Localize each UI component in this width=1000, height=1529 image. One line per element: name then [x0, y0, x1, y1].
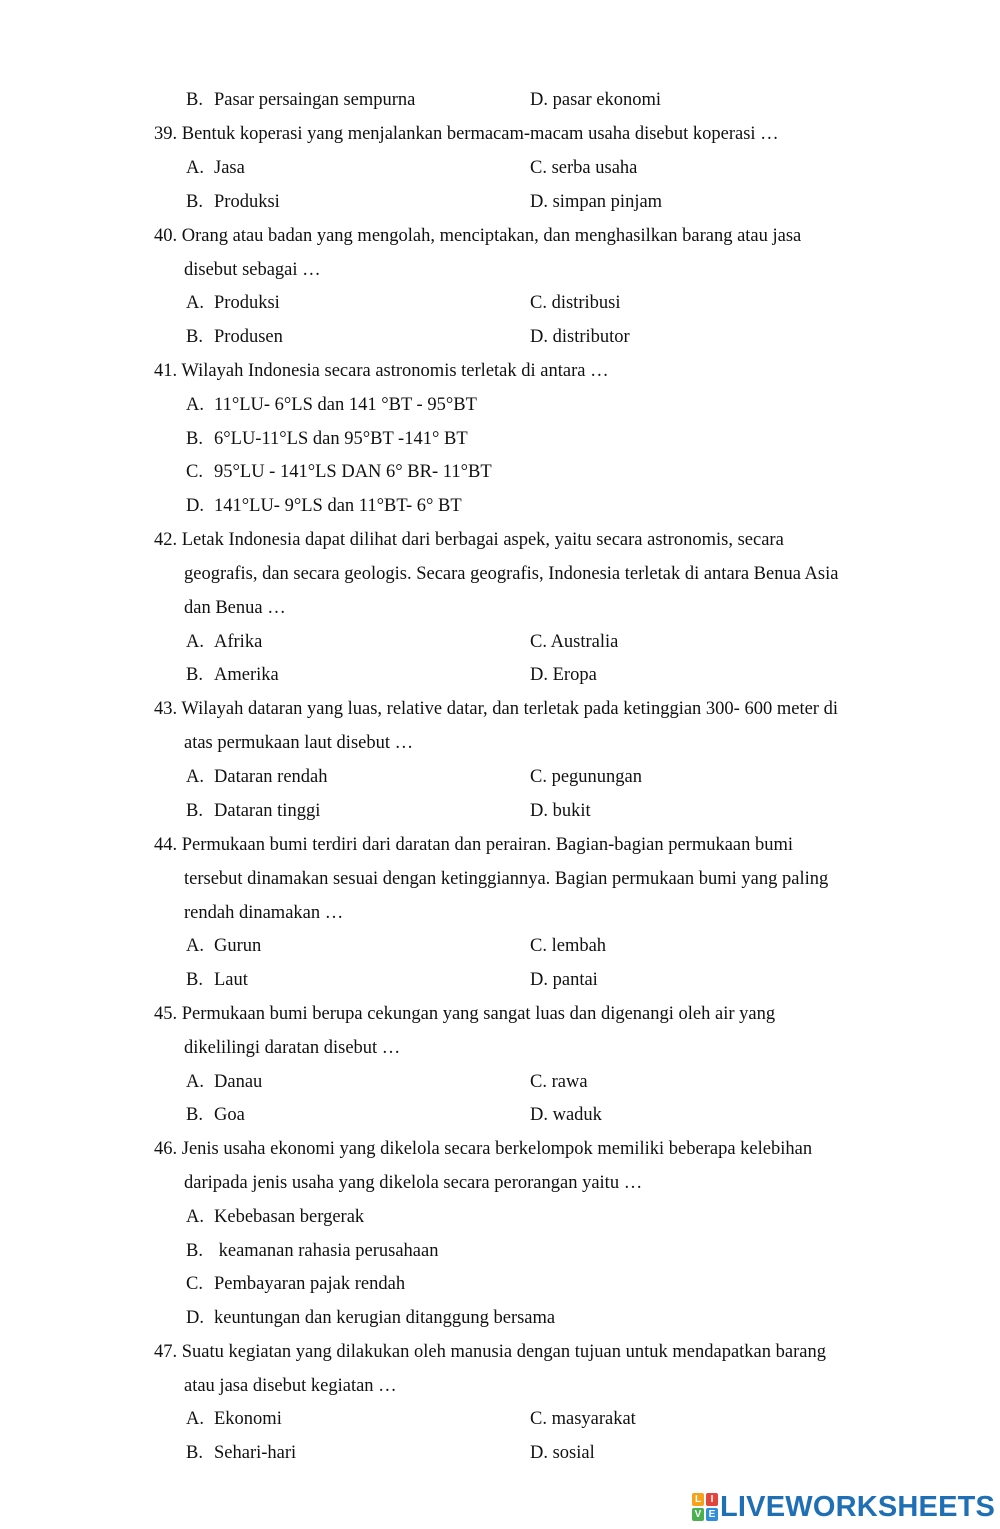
option-a: A. Produksi	[186, 293, 280, 313]
option-b: B. keamanan rahasia perusahaan	[186, 1241, 439, 1261]
question-45: 45. Permukaan bumi berupa cekungan yang sangat luas dan digenangi oleh air yang	[154, 1004, 776, 1024]
option-c: C. serba usaha	[530, 158, 638, 178]
option-a: A. Danau	[186, 1072, 263, 1092]
option-d: D. distributor	[530, 327, 630, 347]
question-46: 46. Jenis usaha ekonomi yang dikelola secara berkelompok memiliki beberapa kelebihan	[154, 1139, 813, 1159]
option-d: D. Eropa	[530, 665, 597, 685]
question-45-cont: dikelilingi daratan disebut …	[184, 1038, 401, 1058]
option-a: A. Afrika	[186, 632, 263, 652]
question-40: 40. Orang atau badan yang mengolah, menciptakan, dan menghasilkan barang atau jasa	[154, 226, 802, 246]
option-d: D. bukit	[530, 801, 591, 821]
question-43: 43. Wilayah dataran yang luas, relative datar, dan terletak pada ketinggian 300- 600 meter di	[154, 699, 838, 719]
question-47: 47. Suatu kegiatan yang dilakukan oleh manusia dengan tujuan untuk mendapatkan barang	[154, 1342, 826, 1362]
option-d: D. simpan pinjam	[530, 192, 663, 212]
option-c: C. rawa	[530, 1072, 588, 1092]
option-d: D. sosial	[530, 1443, 595, 1463]
option-b: B. Sehari-hari	[186, 1443, 297, 1463]
question-40-cont: disebut sebagai …	[184, 260, 321, 280]
question-42-cont: dan Benua …	[184, 598, 286, 618]
option-d: D. pasar ekonomi	[530, 90, 662, 110]
liveworksheets-logo[interactable]	[692, 1490, 995, 1524]
question-44-cont: rendah dinamakan …	[184, 903, 344, 923]
option-c: C. lembah	[530, 936, 607, 956]
question-42: 42. Letak Indonesia dapat dilihat dari berbagai aspek, yaitu secara astronomis, secara	[154, 530, 784, 550]
question-44-cont: tersebut dinamakan sesuai dengan ketinggiannya. Bagian permukaan bumi yang paling	[184, 869, 829, 889]
option-a: A. 11°LU- 6°LS dan 141 °BT - 95°BT	[186, 395, 477, 415]
question-44: 44. Permukaan bumi terdiri dari daratan dan perairan. Bagian-bagian permukaan bumi	[154, 835, 794, 855]
option-c: C. pegunungan	[530, 767, 643, 787]
option-b: B. Goa	[186, 1105, 245, 1125]
option-d: D. pantai	[530, 970, 598, 990]
option-b: B. 6°LU-11°LS dan 95°BT -141° BT	[186, 429, 468, 449]
option-d: D. waduk	[530, 1105, 602, 1125]
option-c: C. Australia	[530, 632, 619, 652]
question-42-cont: geografis, dan secara geologis. Secara geografis, Indonesia terletak di antara Benua Asia	[184, 564, 839, 584]
option-b: B. Produksi	[186, 192, 280, 212]
question-47-cont: atau jasa disebut kegiatan …	[184, 1376, 397, 1396]
option-b: B. Pasar persaingan sempurna	[186, 90, 416, 110]
question-41: 41. Wilayah Indonesia secara astronomis terletak di antara …	[154, 361, 609, 381]
question-43-cont: atas permukaan laut disebut …	[184, 733, 414, 753]
option-c: C. 95°LU - 141°LS DAN 6° BR- 11°BT	[186, 462, 492, 482]
option-b: B. Produsen	[186, 327, 283, 347]
option-d: D. keuntungan dan kerugian ditanggung bersama	[186, 1308, 556, 1328]
logo-mark-icon: L I V E	[692, 1493, 718, 1521]
option-b: B. Dataran tinggi	[186, 801, 321, 821]
option-c: C. Pembayaran pajak rendah	[186, 1274, 406, 1294]
option-c: C. masyarakat	[530, 1409, 636, 1429]
option-a: A. Ekonomi	[186, 1409, 282, 1429]
question-39: 39. Bentuk koperasi yang menjalankan bermacam-macam usaha disebut koperasi …	[154, 124, 779, 144]
logo-text: LIVEWORKSHEETS	[720, 1490, 996, 1523]
option-b: B. Laut	[186, 970, 248, 990]
option-a: A. Dataran rendah	[186, 767, 328, 787]
option-b: B. Amerika	[186, 665, 279, 685]
option-c: C. distribusi	[530, 293, 621, 313]
question-46-cont: daripada jenis usaha yang dikelola secara perorangan yaitu …	[184, 1173, 643, 1193]
option-a: A. Kebebasan bergerak	[186, 1207, 365, 1227]
option-d: D. 141°LU- 9°LS dan 11°BT- 6° BT	[186, 496, 462, 516]
option-a: A. Jasa	[186, 158, 245, 178]
option-a: A. Gurun	[186, 936, 262, 956]
